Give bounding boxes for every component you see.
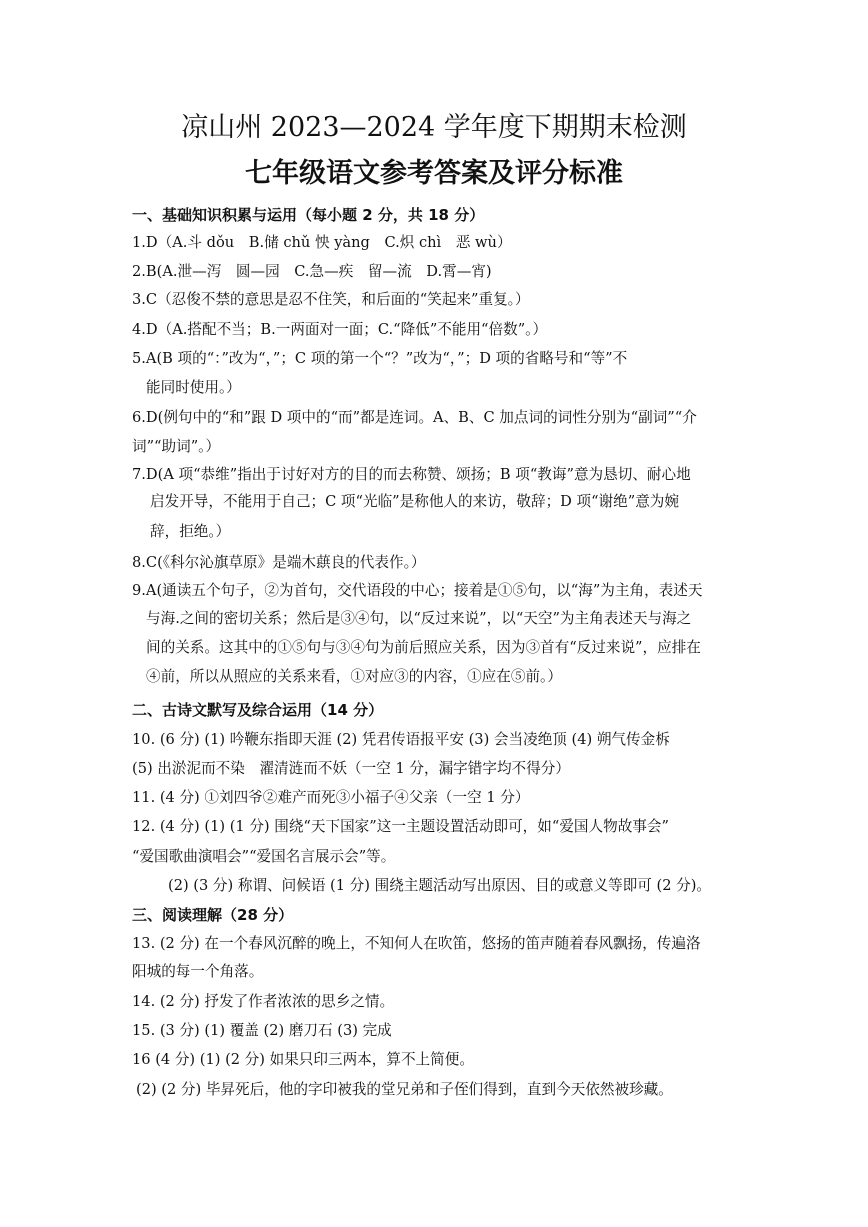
section-heading-3: 三、阅读理解（28 分） [132,906,294,924]
answer-line: 11. (4 分) ①刘四爷②难产而死③小福子④父亲（一空 1 分） [132,789,530,806]
answer-line: 1.D（A.斗 dǒu B.储 chǔ 怏 yàng C.炽 chì 恶 wù） [132,234,512,251]
answer-line: 辞，拒绝。） [150,523,231,540]
answer-line: 10. (6 分) (1) 吟鞭东指即天涯 (2) 凭君传语报平安 (3) 会当凌绝顶 (4) 朔气传金柝 [132,731,670,748]
answer-line: 7.D(A 项“恭维”指出于讨好对方的目的而去称赞、颂扬；B 项“教诲”意为恳切、耐心地 [132,466,691,483]
answer-line: 词”“助词”。） [132,438,221,455]
answer-line: ④前，所以从照应的关系来看，①对应③的内容，①应在⑤前。） [146,668,562,685]
answer-line: 与海.之间的密切关系；然后是③④句，以“反过来说”，以“天空”为主角表述天与海之 [146,610,692,627]
answer-line: 间的关系。这其中的①⑤句与③④句为前后照应关系，因为③首有“反过来说”，应排在 [146,639,701,656]
section-heading-2: 二、古诗文默写及综合运用（14 分） [132,701,384,719]
answer-line: (2) (3 分) 称谓、问候语 (1 分) 围绕主题活动写出原因、目的或意义等即可 (2 分)。 [168,877,712,894]
answer-line: 4.D（A.搭配不当；B.一两面对一面；C.“降低”不能用“倍数”。） [132,321,548,338]
answer-line: 16 (4 分) (1) (2 分) 如果只印三两本，算不上简便。 [132,1051,474,1068]
answer-line: 13. (2 分) 在一个春风沉醉的晚上，不知何人在吹笛，悠扬的笛声随着春风飘扬，传遍洛 [132,935,701,952]
answer-line: (2) (2 分) 毕昇死后，他的字印被我的堂兄弟和子侄们得到，直到今天依然被珍藏。 [136,1081,673,1098]
answer-line: 6.D(例句中的“和”跟 D 项中的“而”都是连词。A、B、C 加点词的词性分别为“副词”“介 [132,409,697,426]
answer-line: 9.A(通读五个句子，②为首句，交代语段的中心；接着是①⑤句，以“海”为主角，表述天 [132,582,703,599]
answer-line: “爱国歌曲演唱会”“爱国名言展示会”等。 [132,848,396,865]
answer-line: 12. (4 分) (1) (1 分) 围绕“天下国家”这一主题设置活动即可，如“爱国人物故事会” [132,818,669,835]
answer-line: 14. (2 分) 抒发了作者浓浓的思乡之情。 [132,993,395,1010]
answer-line: 启发开导，不能用于自己；C 项“光临”是称他人的来访，敬辞；D 项“谢绝”意为婉 [150,493,679,510]
answer-line: 8.C(《科尔沁旗草原》是端木蕻良的代表作。） [132,554,426,571]
answer-line: 能同时使用。） [146,379,241,396]
answer-line: 15. (3 分) (1) 覆盖 (2) 磨刀石 (3) 完成 [132,1022,392,1039]
section-heading-1: 一、基础知识积累与运用（每小题 2 分，共 18 分） [132,206,485,224]
answer-line: (5) 出淤泥而不染 濯清涟而不妖（一空 1 分，漏字错字均不得分） [132,760,570,777]
answer-line: 阳城的每一个角落。 [132,963,264,980]
document-title: 凉山州 2023—2024 学年度下期期末检测 [181,112,687,143]
answer-line: 2.B(A.泄—泻 圆—园 C.急—疾 留—流 D.霄—宵) [132,263,492,280]
document-subtitle: 七年级语文参考答案及评分标准 [245,158,623,189]
answer-line: 3.C（忍俊不禁的意思是忍不住笑，和后面的“笑起来”重复。） [132,291,530,308]
answer-line: 5.A(B 项的“：”改为“，”；C 项的第一个“？”改为“，”；D 项的省略号和“等”不 [132,350,628,367]
